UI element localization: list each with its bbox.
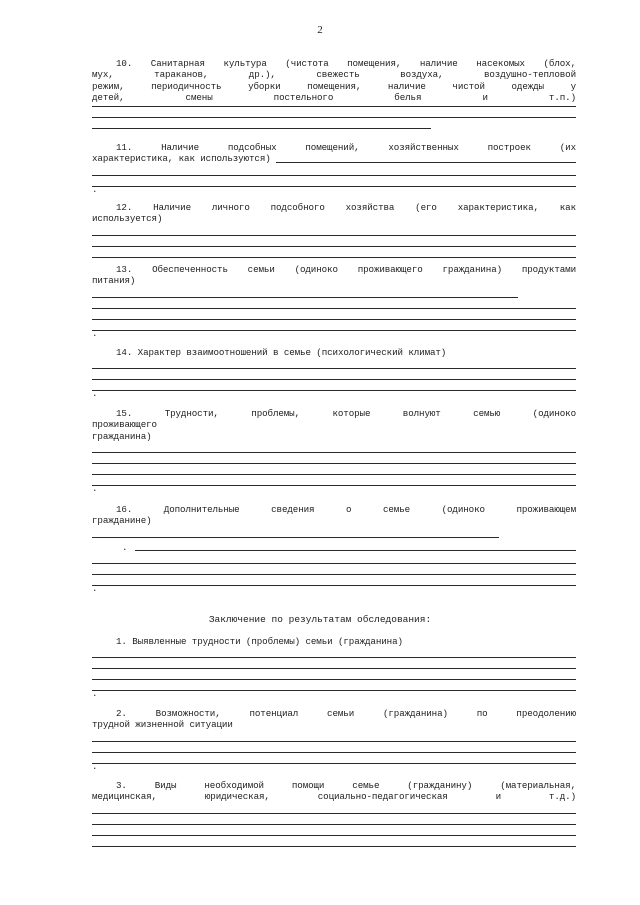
section-line: питания)	[92, 275, 136, 287]
conclusion-help-types	[92, 780, 576, 847]
section-line: 14. Характер взаимоотношений в семье (психологический климат)	[116, 347, 447, 358]
section-line: 11. Наличие подсобных помещений, хозяйственных построек (их	[116, 142, 576, 153]
section-line: проживающего	[92, 419, 157, 431]
fill-line[interactable]	[92, 297, 518, 298]
fill-line[interactable]	[92, 574, 576, 575]
fill-line[interactable]	[92, 368, 576, 369]
fill-line[interactable]	[92, 563, 576, 564]
conclusion-line: 1. Выявленные трудности (проблемы) семьи (гражданина)	[116, 636, 403, 647]
dot-mark: .	[92, 483, 98, 495]
section-difficulties	[92, 408, 576, 494]
fill-line[interactable]	[92, 668, 576, 669]
fill-line[interactable]	[92, 379, 576, 380]
fill-line[interactable]	[135, 550, 576, 551]
fill-line[interactable]	[92, 128, 431, 129]
fill-line[interactable]	[92, 257, 576, 258]
conclusion-line: 3. Виды необходимой помощи семье (гражданину) (материальная,	[116, 780, 576, 791]
section-line: используется)	[92, 213, 163, 225]
fill-line[interactable]	[92, 679, 576, 680]
conclusion-line: 2. Возможности, потенциал семьи (гражданина) по преодолению	[116, 708, 576, 719]
fill-line[interactable]	[92, 319, 576, 320]
fill-line[interactable]	[92, 846, 576, 847]
fill-line[interactable]	[92, 452, 576, 453]
fill-line[interactable]	[92, 117, 576, 118]
conclusion-line: медицинская, юридическая, социально-педагогическая и т.д.)	[92, 791, 576, 803]
fill-line[interactable]	[92, 474, 576, 475]
fill-line[interactable]	[92, 175, 576, 176]
fill-line[interactable]	[276, 162, 576, 163]
section-line: 10. Санитарная культура (чистота помещения, наличие насекомых (блох,	[116, 58, 576, 69]
section-family-relations	[92, 347, 576, 399]
fill-line[interactable]	[92, 246, 576, 247]
fill-line[interactable]	[92, 741, 576, 742]
section-line: режим, периодичность уборки помещения, наличие чистой одежды у	[92, 80, 576, 92]
section-line: гражданине)	[92, 515, 152, 527]
fill-line[interactable]	[92, 835, 576, 836]
section-line: 15. Трудности, проблемы, которые волнуют семью (одиноко	[116, 408, 576, 419]
section-line: мух, тараканов, др.), свежесть воздуха, воздушно-тепловой	[92, 69, 576, 81]
fill-line[interactable]	[92, 537, 499, 538]
section-auxiliary-premises	[92, 142, 576, 195]
section-line: гражданина)	[92, 430, 152, 442]
conclusion-opportunities	[92, 708, 576, 772]
fill-line[interactable]	[92, 106, 576, 107]
section-personal-farm	[92, 202, 576, 258]
conclusion-title: Заключение по результатам обследования:	[208, 614, 432, 625]
fill-line[interactable]	[92, 752, 576, 753]
section-additional-info	[92, 504, 576, 594]
fill-line[interactable]	[92, 657, 576, 658]
page-number: 2	[317, 24, 323, 36]
section-sanitary-culture	[92, 58, 576, 129]
fill-line[interactable]	[92, 813, 576, 814]
fill-line[interactable]	[92, 463, 576, 464]
conclusion-difficulties	[92, 636, 576, 699]
dot-mark: .	[92, 760, 98, 772]
dot-mark: .	[92, 583, 98, 595]
section-line: 13. Обеспеченность семьи (одиноко проживающего гражданина) продуктами	[116, 264, 576, 275]
dot-mark: .	[92, 688, 98, 700]
conclusion-line: трудной жизненной ситуации	[92, 719, 233, 731]
section-food-supply	[92, 264, 576, 339]
section-line: 12. Наличие личного подсобного хозяйства (его характеристика, как	[116, 202, 576, 213]
section-line: 16. Дополнительные сведения о семье (одиноко проживающем	[116, 504, 576, 515]
dot-mark: .	[92, 388, 98, 400]
section-line: детей, смены постельного белья и т.п.)	[92, 92, 576, 104]
section-line: характеристика, как используются)	[92, 153, 277, 165]
fill-line[interactable]	[92, 824, 576, 825]
fill-line[interactable]	[92, 308, 576, 309]
dot-mark: .	[92, 327, 98, 339]
dot-mark: .	[92, 183, 98, 195]
dot-mark: .	[122, 541, 128, 553]
fill-line[interactable]	[92, 235, 576, 236]
